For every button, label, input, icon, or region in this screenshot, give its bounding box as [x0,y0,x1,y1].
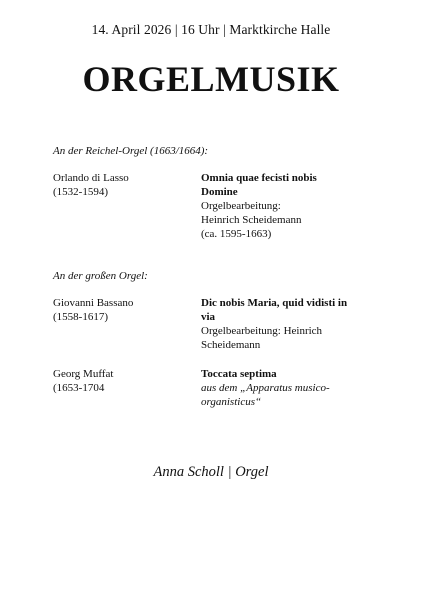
work-dic-nobis-maria [201,296,381,352]
work-title-line: Domine [201,186,238,198]
composer-lasso [53,171,193,199]
work-note-line: Orgelbearbeitung: [201,200,281,212]
performer-line: Anna Scholl | Orgel [153,464,269,480]
work-note-line: Scheidemann [201,339,261,351]
composer-dates: (1532-1594) [53,186,108,198]
section-label-reichel-organ: An der Reichel-Orgel (1663/1664): [53,145,209,157]
work-toccata-septima [201,367,381,409]
work-title-line: Dic nobis Maria, quid vidisti in [201,297,348,309]
section-label-great-organ: An der großen Orgel: [53,270,148,282]
work-omnia-quae-fecisti [201,171,381,241]
page-title: ORGELMUSIK [82,59,340,99]
work-note-line: (ca. 1595-1663) [201,228,272,240]
work-title-line: via [201,311,216,323]
work-note-line: organisticus“ [201,396,262,408]
composer-name: Orlando di Lasso [53,172,129,184]
date-venue-line: 14. April 2026 | 16 Uhr | Marktkirche Halle [91,22,331,37]
work-title-line: Omnia quae fecisti nobis [201,172,317,184]
work-title-line: Toccata septima [201,368,277,380]
composer-dates: (1653-1704 [53,382,105,394]
composer-name: Giovanni Bassano [53,297,134,309]
composer-name: Georg Muffat [53,368,114,380]
work-note-line: aus dem „Apparatus musico- [201,382,330,394]
composer-dates: (1558-1617) [53,311,108,323]
composer-bassano [53,296,193,324]
composer-muffat [53,367,193,395]
work-note-line: Heinrich Scheidemann [201,214,302,226]
work-note-line: Orgelbearbeitung: Heinrich [201,325,323,337]
